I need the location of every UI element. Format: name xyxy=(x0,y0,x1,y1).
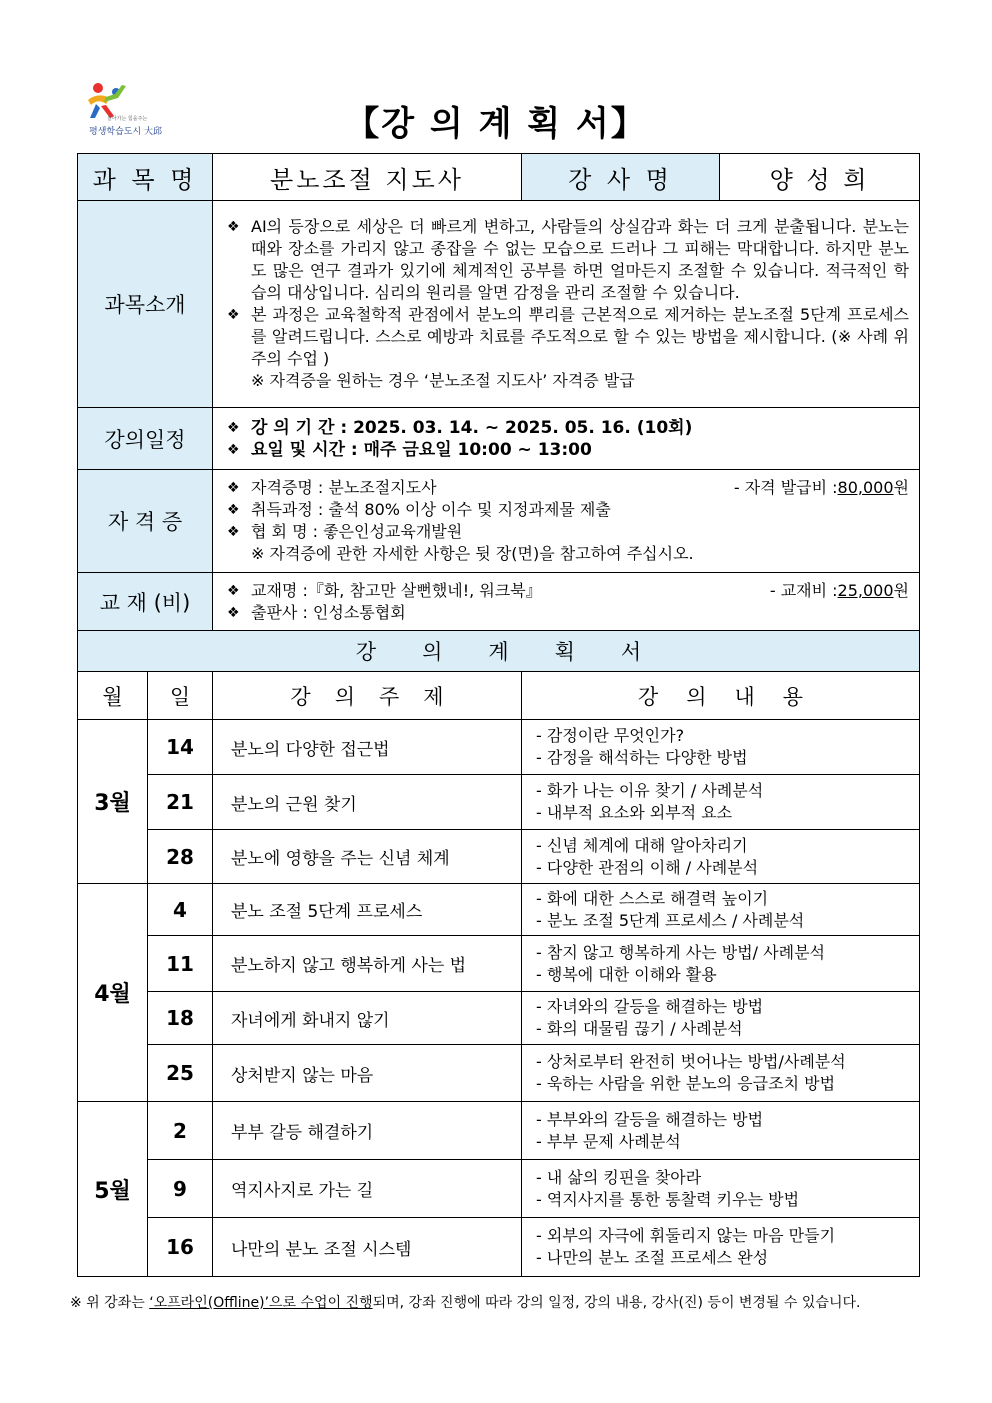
instructor-label: 강 사 명 xyxy=(522,154,720,201)
intro-content xyxy=(213,201,920,408)
logo-tagline: 살아가는 힘을주는 xyxy=(107,116,148,122)
certificate-association: 협 회 명 : 좋은인성교육개발원 xyxy=(251,522,463,541)
topic-cell: 분노에 영향을 주는 신념 체계 xyxy=(213,830,522,884)
diamond-bullet-icon: ❖ xyxy=(227,582,240,599)
intro-note: ※ 자격증을 원하는 경우 ‘분노조절 지도사’ 자격증 발급 xyxy=(251,371,635,390)
month-cell: 3월 xyxy=(78,720,148,884)
content-cell: - 부부와의 갈등을 해결하는 방법 - 부부 문제 사례분석 xyxy=(522,1102,920,1160)
diamond-bullet-icon: ❖ xyxy=(227,441,240,458)
intro-row xyxy=(78,201,920,408)
topic-cell: 분노하지 않고 행복하게 사는 법 xyxy=(213,936,522,992)
table-row xyxy=(78,720,920,775)
day-cell: 2 xyxy=(148,1102,213,1160)
day-cell: 25 xyxy=(148,1045,213,1102)
month-cell: 4월 xyxy=(78,884,148,1102)
table-row xyxy=(78,830,920,884)
diamond-bullet-icon: ❖ xyxy=(227,419,240,436)
content-header: 강의내용 xyxy=(522,672,920,720)
textbook-name: 교재명 :『화, 참고만 살뻔했네!, 워크북』 xyxy=(251,580,542,600)
schedule-period: 강 의 기 간 : 2025. 03. 14. ~ 2025. 05. 16. (10회) xyxy=(251,417,693,438)
footer-note: ※ 위 강좌는 ‘오프라인(Offline)’으로 수업이 진행되며, 강좌 진행에 따라 강의 일정, 강의 내용, 강사(진) 등이 변경될 수 있습니다. xyxy=(70,1295,861,1311)
table-row xyxy=(78,884,920,936)
day-cell: 11 xyxy=(148,936,213,992)
content-cell: - 외부의 자극에 휘둘리지 않는 마음 만들기 - 나만의 분노 조절 프로세스 완성 xyxy=(522,1218,920,1277)
topic-cell: 역지사지로 가는 길 xyxy=(213,1160,522,1218)
table-row xyxy=(78,1045,920,1102)
topic-cell: 부부 갈등 해결하기 xyxy=(213,1102,522,1160)
table-row xyxy=(78,936,920,992)
day-cell: 14 xyxy=(148,720,213,775)
certificate-content xyxy=(213,470,920,573)
schedule-time: 요일 및 시간 : 매주 금요일 10:00 ~ 13:00 xyxy=(251,439,592,460)
content-cell: - 참지 않고 행복하게 사는 방법/ 사례분석 - 행복에 대한 이해와 활용 xyxy=(522,936,920,992)
certificate-label: 자 격 증 xyxy=(78,470,213,573)
certificate-name: 자격증명 : 분노조절지도사 xyxy=(251,478,437,497)
topic-cell: 나만의 분노 조절 시스템 xyxy=(213,1218,522,1277)
topic-cell: 분노의 다양한 접근법 xyxy=(213,720,522,775)
content-cell: - 화에 대한 스스로 해결력 높이기 - 분노 조절 5단계 프로세스 / 사례분석 xyxy=(522,884,920,936)
footer-highlight: ‘오프라인(Offline)’으로 수업이 진행 xyxy=(149,1295,373,1311)
table-row xyxy=(78,1218,920,1277)
content-cell: - 화가 나는 이유 찾기 / 사례분석 - 내부적 요소와 외부적 요소 xyxy=(522,775,920,830)
instructor-value: 양 성 희 xyxy=(720,154,920,201)
day-header: 일 xyxy=(148,672,213,720)
day-cell: 4 xyxy=(148,884,213,936)
content-cell: - 내 삶의 킹핀을 찾아라 - 역지사지를 통한 통찰력 키우는 방법 xyxy=(522,1160,920,1218)
logo-name: 평생학습도시 大邱 xyxy=(89,127,163,137)
content-cell: - 신념 체계에 대해 알아차리기 - 다양한 관점의 이해 / 사례분석 xyxy=(522,830,920,884)
certificate-note: ※ 자격증에 관한 자세한 사항은 뒷 장(면)을 참고하여 주십시오. xyxy=(251,544,694,563)
table-row xyxy=(78,1102,920,1160)
course-row xyxy=(78,154,920,201)
day-cell: 18 xyxy=(148,992,213,1045)
diamond-bullet-icon: ❖ xyxy=(227,502,240,518)
lecture-plan-table xyxy=(77,153,920,1277)
diamond-bullet-icon: ❖ xyxy=(227,524,240,540)
textbook-publisher: 출판사 : 인성소통협회 xyxy=(251,602,406,622)
certificate-row xyxy=(78,470,920,573)
subject-value: 분노조절 지도사 xyxy=(213,154,522,201)
content-cell: - 상처로부터 완전히 벗어나는 방법/사례분석 - 욱하는 사람을 위한 분노의 응급조치 방법 xyxy=(522,1045,920,1102)
textbook-label: 교 재 (비) xyxy=(78,573,213,631)
intro-bullet: ❖ 본 과정은 교육철학적 관점에서 분노의 뿌리를 근본적으로 제거하는 분노조절 5단계 프로세스를 알려드립니다. 스스로 예방과 치료를 주도적으로 할 수 있는 방법을 제시합니다. (※ 사례 위주의 수업 ) xyxy=(227,305,909,368)
diamond-bullet-icon: ❖ xyxy=(227,480,240,496)
plan-band-row xyxy=(78,631,920,672)
month-cell: 5월 xyxy=(78,1102,148,1277)
textbook-content xyxy=(213,573,920,631)
certificate-process: 취득과정 : 출석 80% 이상 이수 및 지정과제물 제출 xyxy=(251,500,611,519)
topic-header: 강의주제 xyxy=(213,672,522,720)
schedule-label: 강의일정 xyxy=(78,408,213,470)
plan-band-title: 강의계획서 xyxy=(78,631,920,672)
topic-cell: 상처받지 않는 마음 xyxy=(213,1045,522,1102)
certificate-fee: - 자격 발급비 :80,000원 xyxy=(733,478,909,497)
month-header: 월 xyxy=(78,672,148,720)
content-cell: - 자녀와의 갈등을 해결하는 방법 - 화의 대물림 끊기 / 사례분석 xyxy=(522,992,920,1045)
topic-cell: 분노의 근원 찾기 xyxy=(213,775,522,830)
textbook-row xyxy=(78,573,920,631)
topic-cell: 분노 조절 5단계 프로세스 xyxy=(213,884,522,936)
day-cell: 16 xyxy=(148,1218,213,1277)
schedule-row xyxy=(78,408,920,470)
plan-header-row xyxy=(78,672,920,720)
table-row xyxy=(78,992,920,1045)
content-cell: - 감정이란 무엇인가? - 감정을 해석하는 다양한 방법 xyxy=(522,720,920,775)
topic-cell: 자녀에게 화내지 않기 xyxy=(213,992,522,1045)
intro-label: 과목소개 xyxy=(78,201,213,408)
day-cell: 21 xyxy=(148,775,213,830)
subject-label: 과 목 명 xyxy=(78,154,213,201)
diamond-bullet-icon: ❖ xyxy=(227,307,240,323)
day-cell: 28 xyxy=(148,830,213,884)
table-row xyxy=(78,1160,920,1218)
diamond-bullet-icon: ❖ xyxy=(227,219,240,235)
diamond-bullet-icon: ❖ xyxy=(227,604,240,621)
textbook-fee: - 교재비 :25,000원 xyxy=(769,580,909,600)
schedule-content xyxy=(213,408,920,470)
table-row xyxy=(78,775,920,830)
intro-bullet: ❖ AI의 등장으로 세상은 더 빠르게 변하고, 사람들의 상실감과 화는 더 크게 분출됩니다. 분노는 때와 장소를 가리지 않고 종잡을 수 없는 모습으로 드러나 그 피해는 막대합니다. 하지만 분노도 많은 연구 결과가 있기에 체계적인 공부를 하면 얼마든지 조절할 수 있습니다. 적극적인 학습의 대상입니다. 심리의 원리를 알면 감정을 관리 조절할 수 있습니다. xyxy=(227,217,909,302)
day-cell: 9 xyxy=(148,1160,213,1218)
page-title: 【강 의 계 획 서】 xyxy=(345,104,647,144)
